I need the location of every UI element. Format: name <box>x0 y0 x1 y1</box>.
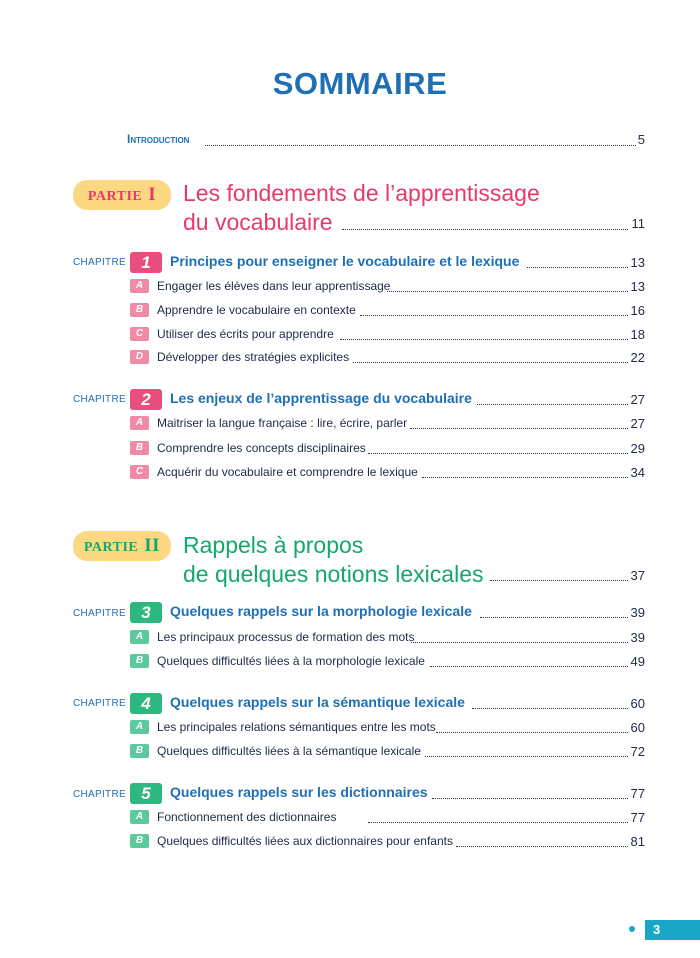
page-number: 27 <box>630 416 645 431</box>
dot-leader <box>422 477 628 478</box>
page-number: 72 <box>630 744 645 759</box>
part-label: PARTIE <box>87 189 143 204</box>
section-title: Utiliser des écrits pour apprendre <box>157 327 334 341</box>
page-number: 60 <box>630 696 645 711</box>
chapter-number-box: 3 <box>130 602 162 623</box>
chapter-label: CHAPITRE <box>73 257 126 268</box>
section-title: Fonctionnement des dictionnaires <box>157 810 337 824</box>
chapter-label: CHAPITRE <box>73 394 126 405</box>
dot-leader <box>436 732 628 733</box>
page-number: 49 <box>630 654 645 669</box>
section-title: Quelques difficultés liées à la morphologie lexicale <box>157 654 425 668</box>
section-letter-box: A <box>130 279 149 293</box>
part-badge <box>73 531 171 561</box>
intro-label: Introduction <box>127 132 190 146</box>
page-number: 37 <box>630 568 645 583</box>
dot-leader <box>425 756 628 757</box>
chapter-label: CHAPITRE <box>73 698 126 709</box>
part-title-line2: de quelques notions lexicales <box>183 561 484 587</box>
page-number: 34 <box>630 465 645 480</box>
section-letter-box: C <box>130 465 149 479</box>
page-number: 77 <box>630 786 645 801</box>
section-title: Les principales relations sémantiques entre les mots <box>157 720 436 734</box>
folio-page-number: 3 <box>645 920 700 940</box>
chapter-title: Principes pour enseigner le vocabulaire et le lexique <box>170 253 520 269</box>
page-number: 5 <box>637 132 645 147</box>
dot-leader <box>527 267 628 268</box>
chapter-number-box: 1 <box>130 252 162 273</box>
dot-leader <box>472 708 628 709</box>
page-number: 18 <box>630 327 645 342</box>
dot-leader <box>430 666 628 667</box>
part-title-line1: Les fondements de l’apprentissage <box>183 180 540 206</box>
section-letter-box: B <box>130 654 149 668</box>
dot-leader <box>480 617 628 618</box>
part-badge <box>73 180 171 210</box>
section-letter-box: A <box>130 416 149 430</box>
section-letter-box: B <box>130 441 149 455</box>
dot-leader <box>205 145 636 146</box>
dot-leader <box>477 404 628 405</box>
dot-leader <box>411 642 628 643</box>
dot-leader <box>432 798 628 799</box>
dot-leader <box>340 339 628 340</box>
chapter-label: CHAPITRE <box>73 608 126 619</box>
chapter-number-box: 5 <box>130 783 162 804</box>
section-letter-box: C <box>130 327 149 341</box>
chapter-title: Quelques rappels sur la sémantique lexicale <box>170 694 465 710</box>
section-title: Développer des stratégies explicites <box>157 350 350 364</box>
page-number: 27 <box>630 392 645 407</box>
part-title-line2: du vocabulaire <box>183 209 333 235</box>
chapter-label: CHAPITRE <box>73 789 126 800</box>
page-number: 16 <box>630 303 645 318</box>
chapter-title: Quelques rappels sur la morphologie lexicale <box>170 603 472 619</box>
page-number: 29 <box>630 441 645 456</box>
section-title: Acquérir du vocabulaire et comprendre le lexique <box>157 465 418 479</box>
dot-leader <box>360 315 628 316</box>
part-numeral: II <box>144 535 161 556</box>
page-number: 22 <box>630 350 645 365</box>
dot-leader <box>490 580 628 581</box>
part-numeral: I <box>148 184 157 205</box>
dot-leader <box>410 428 628 429</box>
section-title: Maitriser la langue française : lire, écrire, parler <box>157 416 408 430</box>
dot-leader <box>368 822 628 823</box>
page-number: 39 <box>630 630 645 645</box>
chapter-number-box: 4 <box>130 693 162 714</box>
section-title: Les principaux processus de formation des mots <box>157 630 415 644</box>
section-letter-box: B <box>130 744 149 758</box>
page-number: 13 <box>630 279 645 294</box>
part-title-line1: Rappels à propos <box>183 532 364 558</box>
section-letter-box: A <box>130 810 149 824</box>
dot-leader <box>342 229 628 230</box>
page-number: 77 <box>630 810 645 825</box>
page-number: 11 <box>631 216 645 231</box>
page-number: 60 <box>630 720 645 735</box>
page-number: 13 <box>630 255 645 270</box>
section-title: Comprendre les concepts disciplinaires <box>157 441 366 455</box>
chapter-title: Quelques rappels sur les dictionnaires <box>170 784 428 800</box>
page-title: SOMMAIRE <box>272 66 448 101</box>
section-title: Quelques difficultés liées aux dictionnaires pour enfants <box>157 834 453 848</box>
section-letter-box: B <box>130 834 149 848</box>
page-dot-marker <box>629 926 635 932</box>
section-title: Engager les élèves dans leur apprentissage <box>157 279 391 293</box>
section-letter-box: A <box>130 720 149 734</box>
chapter-number-box: 2 <box>130 389 162 410</box>
chapter-title: Les enjeux de l’apprentissage du vocabulaire <box>170 390 472 406</box>
section-letter-box: B <box>130 303 149 317</box>
page-number: 81 <box>630 834 645 849</box>
dot-leader <box>456 846 628 847</box>
page-number: 39 <box>630 605 645 620</box>
dot-leader <box>368 453 628 454</box>
dot-leader <box>353 362 628 363</box>
dot-leader <box>387 291 628 292</box>
part-label: PARTIE <box>83 540 139 555</box>
section-letter-box: A <box>130 630 149 644</box>
section-letter-box: D <box>130 350 149 364</box>
section-title: Apprendre le vocabulaire en contexte <box>157 303 356 317</box>
section-title: Quelques difficultés liées à la sémantique lexicale <box>157 744 421 758</box>
